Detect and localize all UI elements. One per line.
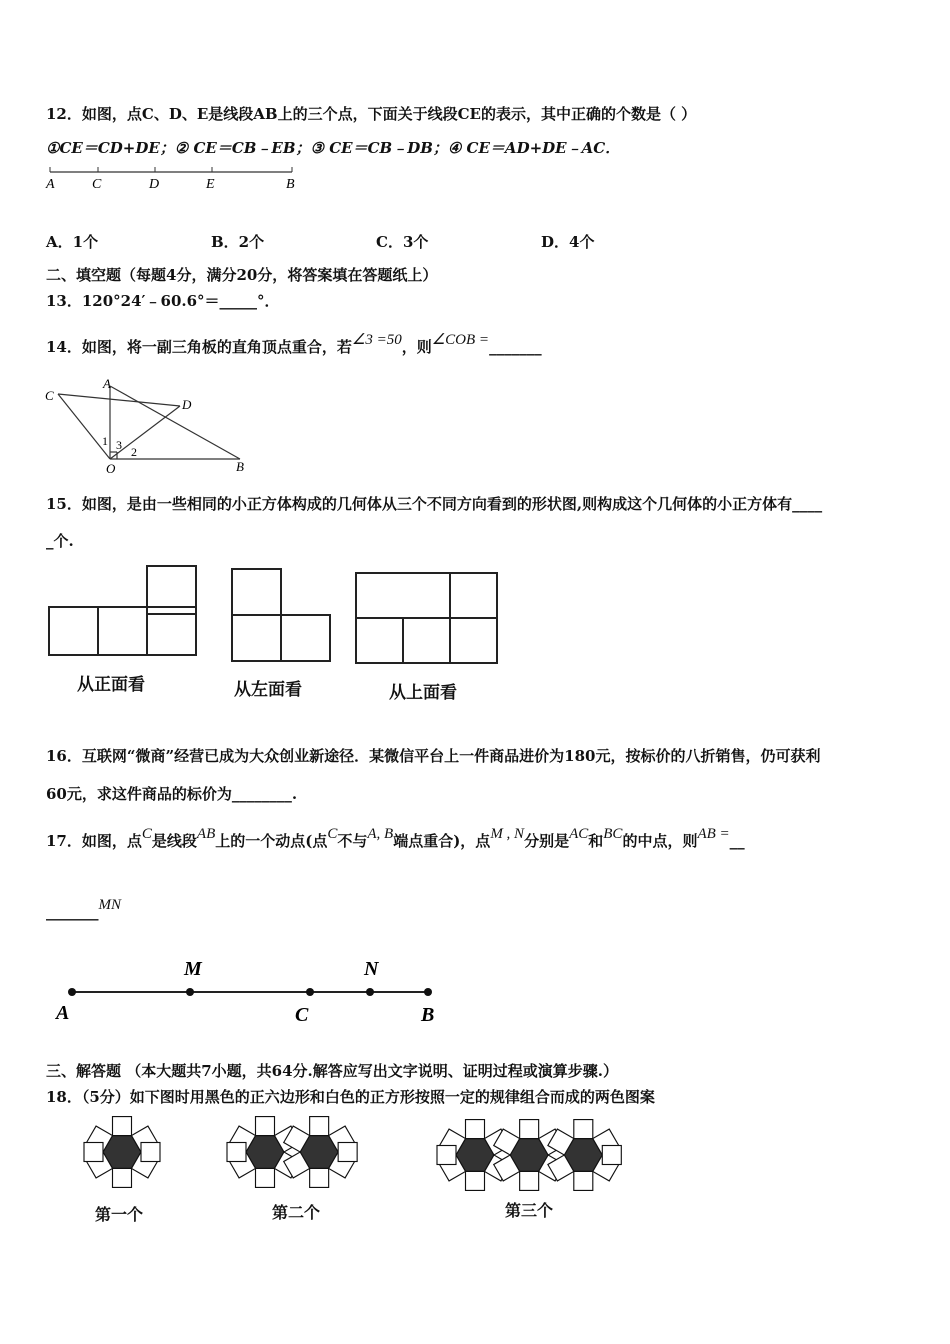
q12-option-b: B．2个 — [211, 233, 265, 251]
q14-label-B: B — [236, 459, 244, 474]
q12-formulas: ①CE＝CD+DE；② CE＝CB﹣EB；③ CE＝CB﹣DB；④ CE＝AD+DE﹣AC． — [46, 139, 621, 157]
q17-t4: 不与 — [337, 832, 368, 850]
q17-MN: M , N — [490, 826, 525, 842]
q18-caption-2: 第二个 — [272, 1203, 321, 1222]
q14-label-3: 3 — [116, 438, 122, 452]
q17-line2 — [46, 897, 121, 922]
q17-segment-figure — [50, 955, 450, 1030]
q14-prefix: 14．如图，将一副三角板的直角顶点重合，若 — [46, 338, 352, 356]
q12-point-D: D — [149, 177, 160, 192]
q12-point-E: E — [206, 177, 215, 192]
q18-stem: 18．（5分）如下图时用黑色的正六边形和白色的正方形按照一定的规律组合而成的两色图案 — [46, 1088, 655, 1106]
section-2-heading: 二、填空题（每题4分，满分20分，将答案填在答题纸上） — [46, 266, 438, 284]
q15-caption-left: 从左面看 — [234, 680, 302, 700]
q14-text — [46, 332, 542, 357]
q14-blank: _______ — [489, 338, 542, 356]
q17-t8: 的中点，则 — [622, 832, 698, 850]
q17-label-C: C — [295, 1004, 309, 1026]
q17-blank1: __ — [729, 832, 745, 850]
q12-segment-figure — [40, 162, 310, 194]
q17-t5: 端点重合)，点 — [393, 832, 491, 850]
q17-C2: C — [327, 826, 338, 842]
q17-t6: 分别是 — [524, 832, 570, 850]
q17-label-M: M — [184, 958, 202, 980]
q17-AB: AB — [196, 826, 216, 842]
q16-line2: 60元，求这件商品的标价为________. — [46, 785, 298, 803]
q17-AB2: A, B — [367, 826, 394, 842]
q12-option-c: C．3个 — [376, 233, 429, 251]
q17-t2: 是线段 — [151, 832, 197, 850]
q12-option-d: D．4个 — [541, 233, 595, 251]
q17-MN2: MN — [98, 897, 121, 913]
section-3-heading: 三、解答题 （本大题共7小题，共64分.解答应写出文字说明、证明过程或演算步骤.） — [46, 1062, 618, 1080]
q14-mid: ，则 — [401, 338, 432, 356]
q17-blank2: _______ — [46, 903, 99, 921]
q17-label-A: A — [56, 1002, 70, 1024]
q15-caption-front: 从正面看 — [77, 675, 145, 695]
q17-t3: 上的一个动点(点 — [215, 832, 328, 850]
q12-option-a: A．1个 — [46, 233, 99, 251]
q17-text — [46, 826, 745, 851]
q12-point-C: C — [92, 177, 102, 192]
q17-AC: AC — [569, 826, 589, 842]
q18-caption-1: 第一个 — [95, 1205, 144, 1224]
q17-t1: 17．如图，点 — [46, 832, 142, 850]
q14-angle3: ∠3 =50 — [351, 332, 402, 348]
q14-triangle-figure — [40, 374, 255, 476]
q15-views-figure — [44, 564, 514, 668]
q14-label-1: 1 — [102, 434, 108, 448]
q18-caption-3: 第三个 — [505, 1201, 554, 1220]
q14-target: ∠COB = — [431, 332, 490, 348]
q14-label-2: 2 — [131, 445, 137, 459]
q14-label-A: A — [103, 376, 111, 391]
q15-line1: 15．如图，是由一些相同的小正方体构成的几何体从三个不同方向看到的形状图,则构成这个几何体的小正方体有____ — [46, 495, 823, 513]
q17-label-B: B — [421, 1004, 435, 1026]
q17-C: C — [141, 826, 152, 842]
q12-stem: 12．如图，点C、D、E是线段AB上的三个点，下面关于线段CE的表示，其中正确的个数是（ ） — [46, 105, 697, 123]
q13-text: 13．120°24′﹣60.6°＝_____°． — [46, 292, 280, 310]
q17-label-N: N — [364, 958, 379, 980]
q14-label-D: D — [182, 397, 192, 412]
q17-t7: 和 — [588, 832, 604, 850]
q15-caption-top: 从上面看 — [389, 683, 457, 703]
q14-label-O: O — [106, 461, 116, 476]
q17-ABeq: AB = — [697, 826, 730, 842]
q12-point-B: B — [286, 177, 295, 192]
q18-pattern-figure — [80, 1112, 640, 1202]
q14-label-C: C — [45, 388, 54, 403]
q16-line1: 16．互联网“微商”经营已成为大众创业新途径．某微信平台上一件商品进价为180元，按标价的八折销售，仍可获利 — [46, 747, 821, 765]
q12-point-A: A — [46, 177, 55, 192]
q15-line2: _个. — [46, 532, 74, 550]
q17-BC: BC — [603, 826, 623, 842]
